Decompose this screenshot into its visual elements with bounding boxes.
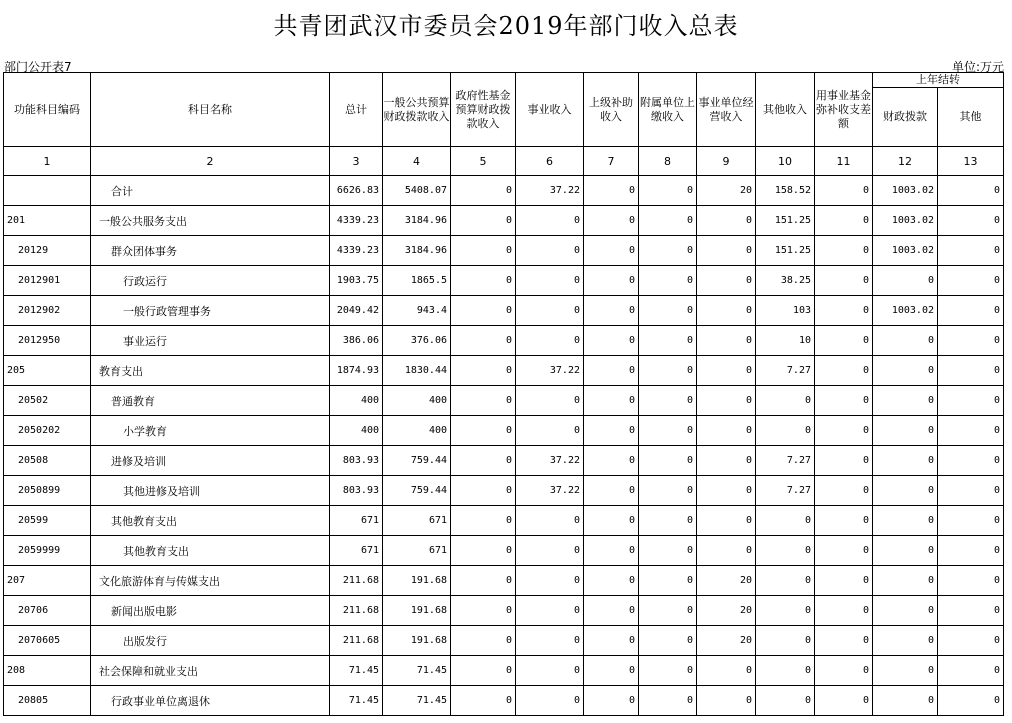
row-value: 0 xyxy=(938,686,1004,716)
row-code: 20502 xyxy=(4,386,91,416)
row-value: 0 xyxy=(639,596,697,626)
row-value: 3184.96 xyxy=(383,206,451,236)
row-value: 37.22 xyxy=(516,176,584,206)
row-value: 0 xyxy=(873,566,938,596)
row-value: 38.25 xyxy=(756,266,815,296)
row-value: 0 xyxy=(873,506,938,536)
row-value: 151.25 xyxy=(756,206,815,236)
row-value: 4339.23 xyxy=(330,206,383,236)
page-title: 共青团武汉市委员会2019年部门收入总表 xyxy=(273,12,739,40)
row-value: 191.68 xyxy=(383,596,451,626)
row-value: 0 xyxy=(815,326,873,356)
table-row xyxy=(4,686,1004,716)
row-name: 行政运行 xyxy=(91,266,330,296)
row-value: 0 xyxy=(451,326,516,356)
row-value: 0 xyxy=(639,266,697,296)
row-value: 0 xyxy=(516,686,584,716)
row-value: 0 xyxy=(873,386,938,416)
row-value: 0 xyxy=(873,416,938,446)
row-value: 400 xyxy=(383,416,451,446)
row-value: 2049.42 xyxy=(330,296,383,326)
row-value: 0 xyxy=(639,626,697,656)
row-value: 211.68 xyxy=(330,596,383,626)
row-value: 0 xyxy=(516,266,584,296)
header-superior-subsidy: 上级补助收入 xyxy=(584,73,639,147)
row-code: 201 xyxy=(4,206,91,236)
row-name: 事业运行 xyxy=(91,326,330,356)
row-value: 71.45 xyxy=(330,686,383,716)
row-value: 0 xyxy=(451,176,516,206)
column-index-cell: 1 xyxy=(4,147,91,176)
row-value: 0 xyxy=(516,416,584,446)
header-gov-fund: 政府性基金预算财政拨款收入 xyxy=(451,73,516,147)
row-value: 0 xyxy=(873,686,938,716)
table-row xyxy=(4,536,1004,566)
row-name: 一般公共服务支出 xyxy=(91,206,330,236)
header-other-income: 其他收入 xyxy=(756,73,815,147)
row-value: 0 xyxy=(639,506,697,536)
row-value: 0 xyxy=(584,266,639,296)
row-value: 0 xyxy=(516,386,584,416)
table-body xyxy=(4,147,1004,716)
column-index-cell: 9 xyxy=(697,147,756,176)
row-value: 158.52 xyxy=(756,176,815,206)
row-code: 20599 xyxy=(4,506,91,536)
row-code: 2012901 xyxy=(4,266,91,296)
row-value: 37.22 xyxy=(516,356,584,386)
row-value: 0 xyxy=(938,506,1004,536)
row-code: 20508 xyxy=(4,446,91,476)
column-index-cell: 7 xyxy=(584,147,639,176)
row-value: 0 xyxy=(451,356,516,386)
row-value: 0 xyxy=(697,686,756,716)
row-value: 0 xyxy=(451,236,516,266)
row-value: 671 xyxy=(330,506,383,536)
row-value: 0 xyxy=(756,506,815,536)
row-value: 0 xyxy=(697,506,756,536)
column-index-cell: 13 xyxy=(938,147,1004,176)
row-value: 0 xyxy=(451,626,516,656)
row-value: 0 xyxy=(815,416,873,446)
row-value: 0 xyxy=(516,626,584,656)
column-index-row xyxy=(4,147,1004,176)
row-value: 0 xyxy=(639,566,697,596)
row-code: 20706 xyxy=(4,596,91,626)
row-value: 71.45 xyxy=(383,656,451,686)
row-value: 0 xyxy=(938,386,1004,416)
row-value: 803.93 xyxy=(330,476,383,506)
row-value: 1003.02 xyxy=(873,296,938,326)
row-value: 1003.02 xyxy=(873,176,938,206)
row-value: 0 xyxy=(584,416,639,446)
row-code: 2050899 xyxy=(4,476,91,506)
row-name: 出版发行 xyxy=(91,626,330,656)
row-value: 0 xyxy=(516,326,584,356)
row-code: 20129 xyxy=(4,236,91,266)
row-value: 0 xyxy=(451,476,516,506)
row-code: 20805 xyxy=(4,686,91,716)
table-row xyxy=(4,266,1004,296)
row-value: 0 xyxy=(451,656,516,686)
row-value: 191.68 xyxy=(383,626,451,656)
row-value: 0 xyxy=(584,176,639,206)
row-value: 0 xyxy=(756,566,815,596)
row-code: 2059999 xyxy=(4,536,91,566)
row-value: 0 xyxy=(815,236,873,266)
row-value: 0 xyxy=(815,176,873,206)
header-operating-income: 事业单位经营收入 xyxy=(697,73,756,147)
row-value: 0 xyxy=(639,356,697,386)
row-value: 0 xyxy=(516,536,584,566)
row-value: 0 xyxy=(639,326,697,356)
row-value: 0 xyxy=(873,326,938,356)
row-value: 0 xyxy=(815,656,873,686)
row-value: 0 xyxy=(584,596,639,626)
row-value: 4339.23 xyxy=(330,236,383,266)
row-value: 0 xyxy=(938,446,1004,476)
table-row xyxy=(4,626,1004,656)
row-value: 0 xyxy=(584,356,639,386)
column-index-cell: 3 xyxy=(330,147,383,176)
row-value: 0 xyxy=(451,506,516,536)
table-row xyxy=(4,176,1004,206)
table-row xyxy=(4,416,1004,446)
row-value: 103 xyxy=(756,296,815,326)
row-value: 0 xyxy=(697,386,756,416)
row-value: 1874.93 xyxy=(330,356,383,386)
table-row xyxy=(4,386,1004,416)
row-value: 0 xyxy=(873,266,938,296)
row-value: 0 xyxy=(938,416,1004,446)
row-value: 1865.5 xyxy=(383,266,451,296)
row-value: 671 xyxy=(383,536,451,566)
header-carryover-other: 其他 xyxy=(938,88,1004,147)
row-value: 0 xyxy=(697,356,756,386)
row-value: 0 xyxy=(584,386,639,416)
row-value: 0 xyxy=(815,686,873,716)
row-value: 0 xyxy=(584,506,639,536)
row-value: 0 xyxy=(639,386,697,416)
row-code: 205 xyxy=(4,356,91,386)
row-value: 5408.07 xyxy=(383,176,451,206)
row-code xyxy=(4,176,91,206)
row-value: 0 xyxy=(815,566,873,596)
header-business-income: 事业收入 xyxy=(516,73,584,147)
row-name: 其他教育支出 xyxy=(91,536,330,566)
row-value: 0 xyxy=(516,206,584,236)
row-value: 0 xyxy=(516,236,584,266)
row-value: 0 xyxy=(451,206,516,236)
row-value: 0 xyxy=(815,626,873,656)
row-value: 0 xyxy=(756,626,815,656)
row-value: 0 xyxy=(873,476,938,506)
row-value: 7.27 xyxy=(756,446,815,476)
row-value: 0 xyxy=(815,356,873,386)
row-value: 1830.44 xyxy=(383,356,451,386)
row-name: 社会保障和就业支出 xyxy=(91,656,330,686)
column-index-cell: 10 xyxy=(756,147,815,176)
row-value: 400 xyxy=(330,386,383,416)
row-value: 0 xyxy=(815,506,873,536)
row-value: 759.44 xyxy=(383,476,451,506)
row-value: 0 xyxy=(584,536,639,566)
row-value: 0 xyxy=(516,656,584,686)
row-value: 0 xyxy=(756,656,815,686)
row-value: 0 xyxy=(873,446,938,476)
row-value: 0 xyxy=(516,596,584,626)
row-value: 0 xyxy=(639,656,697,686)
row-value: 386.06 xyxy=(330,326,383,356)
row-name: 教育支出 xyxy=(91,356,330,386)
row-value: 0 xyxy=(938,626,1004,656)
row-value: 0 xyxy=(815,266,873,296)
column-index-cell: 11 xyxy=(815,147,873,176)
row-value: 0 xyxy=(451,596,516,626)
table-row xyxy=(4,236,1004,266)
row-value: 0 xyxy=(516,296,584,326)
column-index-cell: 6 xyxy=(516,147,584,176)
row-value: 0 xyxy=(584,626,639,656)
row-value: 37.22 xyxy=(516,476,584,506)
row-value: 0 xyxy=(938,296,1004,326)
table-row xyxy=(4,356,1004,386)
column-index-cell: 5 xyxy=(451,147,516,176)
row-value: 211.68 xyxy=(330,566,383,596)
row-value: 0 xyxy=(873,656,938,686)
header-reserve-fund: 用事业基金弥补收支差额 xyxy=(815,73,873,147)
row-value: 0 xyxy=(451,296,516,326)
row-value: 3184.96 xyxy=(383,236,451,266)
header-carryover-fiscal: 财政拨款 xyxy=(873,88,938,147)
row-value: 0 xyxy=(584,476,639,506)
row-value: 191.68 xyxy=(383,566,451,596)
row-name: 群众团体事务 xyxy=(91,236,330,266)
row-value: 0 xyxy=(639,206,697,236)
row-value: 0 xyxy=(516,566,584,596)
table-row xyxy=(4,476,1004,506)
row-value: 671 xyxy=(383,506,451,536)
row-value: 0 xyxy=(697,266,756,296)
row-value: 0 xyxy=(815,446,873,476)
row-value: 37.22 xyxy=(516,446,584,476)
row-value: 0 xyxy=(639,536,697,566)
row-value: 376.06 xyxy=(383,326,451,356)
row-value: 1003.02 xyxy=(873,236,938,266)
row-value: 943.4 xyxy=(383,296,451,326)
row-value: 0 xyxy=(873,596,938,626)
row-code: 2070605 xyxy=(4,626,91,656)
table-header xyxy=(4,73,1004,147)
row-value: 400 xyxy=(330,416,383,446)
column-index-cell: 12 xyxy=(873,147,938,176)
row-name: 合计 xyxy=(91,176,330,206)
row-value: 0 xyxy=(639,446,697,476)
row-value: 0 xyxy=(697,236,756,266)
row-value: 0 xyxy=(756,386,815,416)
table-row xyxy=(4,206,1004,236)
row-value: 0 xyxy=(451,386,516,416)
row-value: 0 xyxy=(697,476,756,506)
row-name: 行政事业单位离退休 xyxy=(91,686,330,716)
row-value: 1003.02 xyxy=(873,206,938,236)
table-row xyxy=(4,296,1004,326)
row-value: 0 xyxy=(639,476,697,506)
row-value: 0 xyxy=(938,266,1004,296)
row-value: 0 xyxy=(451,686,516,716)
row-value: 0 xyxy=(584,566,639,596)
row-name: 一般行政管理事务 xyxy=(91,296,330,326)
row-value: 71.45 xyxy=(330,656,383,686)
row-value: 0 xyxy=(815,596,873,626)
row-value: 0 xyxy=(697,446,756,476)
row-value: 0 xyxy=(938,566,1004,596)
row-value: 671 xyxy=(330,536,383,566)
header-general-budget: 一般公共预算财政拨款收入 xyxy=(383,73,451,147)
row-value: 759.44 xyxy=(383,446,451,476)
column-index-cell: 8 xyxy=(639,147,697,176)
row-code: 207 xyxy=(4,566,91,596)
row-value: 0 xyxy=(584,236,639,266)
row-value: 803.93 xyxy=(330,446,383,476)
row-value: 211.68 xyxy=(330,626,383,656)
row-value: 20 xyxy=(697,566,756,596)
row-value: 0 xyxy=(639,176,697,206)
row-name: 其他进修及培训 xyxy=(91,476,330,506)
row-value: 0 xyxy=(451,416,516,446)
table-row xyxy=(4,326,1004,356)
row-name: 其他教育支出 xyxy=(91,506,330,536)
row-name: 普通教育 xyxy=(91,386,330,416)
row-value: 0 xyxy=(639,416,697,446)
row-value: 0 xyxy=(584,686,639,716)
table-row xyxy=(4,506,1004,536)
row-value: 151.25 xyxy=(756,236,815,266)
row-value: 0 xyxy=(697,536,756,566)
row-value: 0 xyxy=(756,596,815,626)
row-value: 0 xyxy=(451,266,516,296)
row-value: 0 xyxy=(451,566,516,596)
row-code: 208 xyxy=(4,656,91,686)
row-code: 2012950 xyxy=(4,326,91,356)
row-value: 7.27 xyxy=(756,476,815,506)
row-value: 0 xyxy=(815,476,873,506)
row-value: 0 xyxy=(815,206,873,236)
row-value: 0 xyxy=(584,656,639,686)
row-value: 400 xyxy=(383,386,451,416)
row-value: 0 xyxy=(584,206,639,236)
unit-label: 单位:万元 xyxy=(951,60,1004,74)
row-value: 0 xyxy=(815,296,873,326)
row-value: 0 xyxy=(756,416,815,446)
row-value: 0 xyxy=(938,356,1004,386)
row-value: 0 xyxy=(938,536,1004,566)
row-value: 0 xyxy=(873,626,938,656)
row-value: 0 xyxy=(756,686,815,716)
row-code: 2012902 xyxy=(4,296,91,326)
row-value: 0 xyxy=(639,236,697,266)
table-row xyxy=(4,446,1004,476)
row-value: 20 xyxy=(697,596,756,626)
row-value: 0 xyxy=(451,446,516,476)
row-code: 2050202 xyxy=(4,416,91,446)
row-value: 0 xyxy=(584,296,639,326)
row-value: 6626.83 xyxy=(330,176,383,206)
row-value: 1903.75 xyxy=(330,266,383,296)
column-index-cell: 2 xyxy=(91,147,330,176)
row-name: 新闻出版电影 xyxy=(91,596,330,626)
row-value: 20 xyxy=(697,626,756,656)
row-value: 0 xyxy=(938,476,1004,506)
row-value: 0 xyxy=(516,506,584,536)
row-value: 0 xyxy=(938,176,1004,206)
row-value: 0 xyxy=(815,536,873,566)
row-value: 10 xyxy=(756,326,815,356)
row-value: 0 xyxy=(815,386,873,416)
header-affiliated-income: 附属单位上缴收入 xyxy=(639,73,697,147)
header-total: 总计 xyxy=(330,73,383,147)
row-value: 0 xyxy=(584,446,639,476)
row-value: 0 xyxy=(639,686,697,716)
income-table xyxy=(3,72,1004,716)
row-value: 0 xyxy=(697,416,756,446)
row-value: 0 xyxy=(451,536,516,566)
row-name: 小学教育 xyxy=(91,416,330,446)
row-value: 0 xyxy=(697,326,756,356)
table-row xyxy=(4,656,1004,686)
header-name: 科目名称 xyxy=(91,73,330,147)
header-code: 功能科目编码 xyxy=(4,73,91,147)
row-value: 0 xyxy=(639,296,697,326)
row-value: 7.27 xyxy=(756,356,815,386)
row-value: 0 xyxy=(697,296,756,326)
row-value: 0 xyxy=(584,326,639,356)
row-value: 0 xyxy=(938,236,1004,266)
table-row xyxy=(4,566,1004,596)
row-value: 0 xyxy=(756,536,815,566)
row-value: 0 xyxy=(938,596,1004,626)
row-value: 0 xyxy=(697,206,756,236)
row-value: 0 xyxy=(873,356,938,386)
row-value: 71.45 xyxy=(383,686,451,716)
column-index-cell: 4 xyxy=(383,147,451,176)
row-name: 进修及培训 xyxy=(91,446,330,476)
form-number: 部门公开表7 xyxy=(4,60,72,74)
row-value: 0 xyxy=(938,326,1004,356)
row-name: 文化旅游体育与传媒支出 xyxy=(91,566,330,596)
table-row xyxy=(4,596,1004,626)
header-carryover: 上年结转 xyxy=(873,73,1004,88)
row-value: 0 xyxy=(938,656,1004,686)
row-value: 20 xyxy=(697,176,756,206)
row-value: 0 xyxy=(697,656,756,686)
row-value: 0 xyxy=(873,536,938,566)
row-value: 0 xyxy=(938,206,1004,236)
